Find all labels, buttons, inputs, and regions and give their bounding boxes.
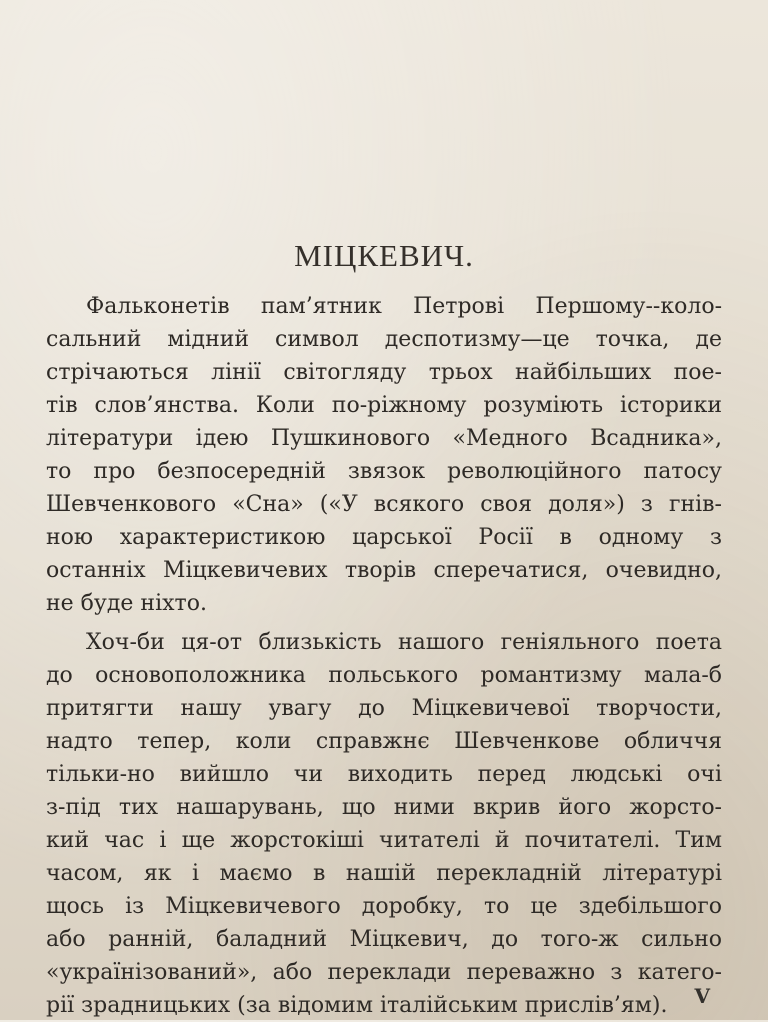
text-line: до основоположника польського романтизму мала-б <box>46 663 722 688</box>
text-line: «українізований», або переклади переважно з катего- <box>46 960 722 985</box>
text-line: не буде ніхто. <box>46 591 207 616</box>
text-line: з-під тих нашарувань, що ними вкрив його жорсто- <box>46 795 722 820</box>
text-line: Шевченкового «Сна» («У всякого своя доля») з гнів- <box>46 492 722 517</box>
paragraph-2 <box>46 626 722 1022</box>
text-line: сальний мідний символ деспотизму—це точка, де <box>46 327 722 352</box>
text-line: притягти нашу увагу до Міцкевичевої творчости, <box>46 696 722 721</box>
text-line: Фальконетів пам’ятник Петрові Першому--коло- <box>86 294 722 319</box>
text-line: або ранній, баладний Міцкевич, до того-ж сильно <box>46 927 722 952</box>
text-line: літератури ідею Пушкинового «Медного Всадника», <box>46 426 722 451</box>
text-line: тільки-но вийшло чи виходить перед людські очі <box>46 762 722 787</box>
text-line: ною характеристикою царської Росії в одному з <box>46 525 722 550</box>
text-line: надто тепер, коли справжнє Шевченкове обличчя <box>46 729 722 754</box>
text-line: стрічаються лінії світогляду трьох найбільших пое- <box>46 360 722 385</box>
text-line: останніх Міцкевичевих творів сперечатися, очевидно, <box>46 558 722 583</box>
body-text <box>46 290 722 1022</box>
text-line: часом, як і маємо в нашій перекладній літературі <box>46 861 722 886</box>
text-line: щось із Міцкевичевого доробку, то це здебільшого <box>46 894 722 919</box>
text-line: кий час і ще жорстокіші читателі й почитателі. Тим <box>46 828 722 853</box>
page-number: V <box>694 984 710 1008</box>
text-line: то про безпосередній звязок революційного патосу <box>46 459 722 484</box>
text-line: тів слов’янства. Коли по-ріжному розуміють історики <box>46 393 722 418</box>
paragraph-1 <box>46 290 722 620</box>
text-line: рії зрадницьких (за відомим італійським прислів’ям). <box>46 993 668 1018</box>
chapter-title: МІЦКЕВИЧ. <box>294 238 474 273</box>
text-line: Хоч-би ця-от близькість нашого геніяльного поета <box>86 630 722 655</box>
